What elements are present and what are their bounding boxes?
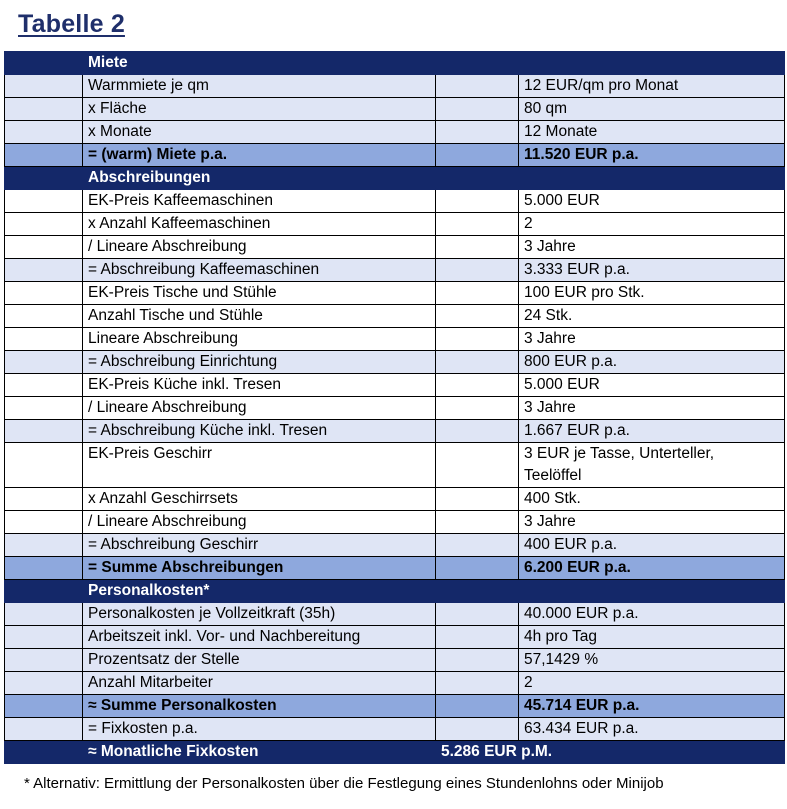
row-label: Anzahl Mitarbeiter [83,672,436,695]
row-value: 3.333 EUR p.a. [519,259,785,282]
row-label: EK-Preis Geschirr [83,443,436,488]
table-row [5,259,785,282]
table-row [5,626,785,649]
row-value: 12 Monate [519,121,785,144]
row-label: / Lineare Abschreibung [83,236,436,259]
spacer-cell [436,420,519,443]
spacer-cell [436,626,519,649]
row-value: 80 qm [519,98,785,121]
spacer-cell [436,397,519,420]
spacer-cell [5,741,83,764]
spacer-cell [5,282,83,305]
spacer-cell [436,649,519,672]
table-row [5,328,785,351]
row-value: 3 Jahre [519,236,785,259]
row-label: x Anzahl Geschirrsets [83,488,436,511]
table-row [5,649,785,672]
spacer-cell [436,75,519,98]
row-value: 3 Jahre [519,397,785,420]
spacer-cell [436,443,519,488]
table-row [5,420,785,443]
spacer-cell [436,351,519,374]
section-header-row [5,580,785,603]
total-row [5,557,785,580]
section-header-row [5,167,785,190]
spacer-cell [436,328,519,351]
spacer-cell [5,144,83,167]
row-value: 800 EUR p.a. [519,351,785,374]
spacer-cell [436,580,519,603]
row-value: 5.286 EUR p.M. [436,741,785,764]
table-row [5,672,785,695]
row-value [519,580,785,603]
spacer-cell [5,167,83,190]
row-value: 63.434 EUR p.a. [519,718,785,741]
spacer-cell [5,488,83,511]
spacer-cell [436,259,519,282]
row-label: Prozentsatz der Stelle [83,649,436,672]
spacer-cell [5,397,83,420]
row-label: x Anzahl Kaffeemaschinen [83,213,436,236]
table-row [5,190,785,213]
row-value: 45.714 EUR p.a. [519,695,785,718]
table-row [5,282,785,305]
fixed-costs-table [4,51,785,764]
row-label: / Lineare Abschreibung [83,511,436,534]
row-value: 57,1429 % [519,649,785,672]
spacer-cell [436,603,519,626]
row-value: 400 Stk. [519,488,785,511]
table-row [5,534,785,557]
spacer-cell [436,52,519,75]
spacer-cell [5,121,83,144]
spacer-cell [5,672,83,695]
spacer-cell [5,374,83,397]
spacer-cell [5,75,83,98]
table-row [5,121,785,144]
row-value: 6.200 EUR p.a. [519,557,785,580]
spacer-cell [436,213,519,236]
row-value: 40.000 EUR p.a. [519,603,785,626]
row-value: 100 EUR pro Stk. [519,282,785,305]
row-value: 5.000 EUR [519,190,785,213]
spacer-cell [5,52,83,75]
spacer-cell [436,672,519,695]
row-label: = (warm) Miete p.a. [83,144,436,167]
spacer-cell [5,603,83,626]
spacer-cell [5,351,83,374]
spacer-cell [5,213,83,236]
table-row [5,98,785,121]
total-row [5,741,785,764]
page-title: Tabelle 2 [18,10,125,38]
total-row [5,695,785,718]
row-label: = Fixkosten p.a. [83,718,436,741]
spacer-cell [5,511,83,534]
row-label: = Abschreibung Einrichtung [83,351,436,374]
row-label: / Lineare Abschreibung [83,397,436,420]
spacer-cell [436,190,519,213]
table-row [5,213,785,236]
spacer-cell [5,236,83,259]
spacer-cell [436,121,519,144]
table-row [5,718,785,741]
spacer-cell [5,649,83,672]
spacer-cell [5,190,83,213]
row-value: 1.667 EUR p.a. [519,420,785,443]
spacer-cell [5,718,83,741]
spacer-cell [436,282,519,305]
spacer-cell [5,328,83,351]
table-row [5,397,785,420]
row-value: 24 Stk. [519,305,785,328]
table-row [5,236,785,259]
row-label: Personalkosten* [83,580,436,603]
table-row [5,488,785,511]
row-label: EK-Preis Küche inkl. Tresen [83,374,436,397]
row-label: Personalkosten je Vollzeitkraft (35h) [83,603,436,626]
row-label: Warmmiete je qm [83,75,436,98]
spacer-cell [5,259,83,282]
spacer-cell [436,144,519,167]
table-row [5,374,785,397]
table-row [5,351,785,374]
row-value [519,167,785,190]
row-label: Miete [83,52,436,75]
spacer-cell [436,488,519,511]
row-value: 5.000 EUR [519,374,785,397]
row-label: ≈ Summe Personalkosten [83,695,436,718]
spacer-cell [436,305,519,328]
spacer-cell [5,580,83,603]
table-row [5,443,785,488]
row-value: 3 Jahre [519,511,785,534]
spacer-cell [5,626,83,649]
row-label: EK-Preis Kaffeemaschinen [83,190,436,213]
row-value: 400 EUR p.a. [519,534,785,557]
row-value: 12 EUR/qm pro Monat [519,75,785,98]
row-value: 2 [519,213,785,236]
spacer-cell [5,98,83,121]
row-value: 3 Jahre [519,328,785,351]
table-row [5,511,785,534]
row-label: Abschreibungen [83,167,436,190]
total-row [5,144,785,167]
row-label: = Abschreibung Kaffeemaschinen [83,259,436,282]
spacer-cell [5,534,83,557]
row-label: Anzahl Tische und Stühle [83,305,436,328]
spacer-cell [5,695,83,718]
footnote: * Alternativ: Ermittlung der Personalkosten über die Festlegung eines Stundenlohns oder Minijob [24,775,664,792]
row-label: EK-Preis Tische und Stühle [83,282,436,305]
spacer-cell [436,98,519,121]
row-label: x Fläche [83,98,436,121]
spacer-cell [436,374,519,397]
spacer-cell [5,557,83,580]
table-row [5,75,785,98]
row-value: 4h pro Tag [519,626,785,649]
table-row [5,305,785,328]
row-label: ≈ Monatliche Fixkosten [83,741,436,764]
row-label: Arbeitszeit inkl. Vor- und Nachbereitung [83,626,436,649]
spacer-cell [436,534,519,557]
spacer-cell [5,305,83,328]
row-label: = Abschreibung Geschirr [83,534,436,557]
spacer-cell [436,695,519,718]
row-label: = Summe Abschreibungen [83,557,436,580]
spacer-cell [436,511,519,534]
spacer-cell [436,236,519,259]
spacer-cell [436,167,519,190]
row-label: x Monate [83,121,436,144]
row-value: 2 [519,672,785,695]
section-header-row [5,52,785,75]
spacer-cell [436,557,519,580]
row-value: 3 EUR je Tasse, Unterteller, Teelöffel [519,443,785,488]
row-value: 11.520 EUR p.a. [519,144,785,167]
spacer-cell [5,420,83,443]
row-value [519,52,785,75]
row-label: = Abschreibung Küche inkl. Tresen [83,420,436,443]
spacer-cell [436,718,519,741]
table-row [5,603,785,626]
spacer-cell [5,443,83,488]
row-label: Lineare Abschreibung [83,328,436,351]
